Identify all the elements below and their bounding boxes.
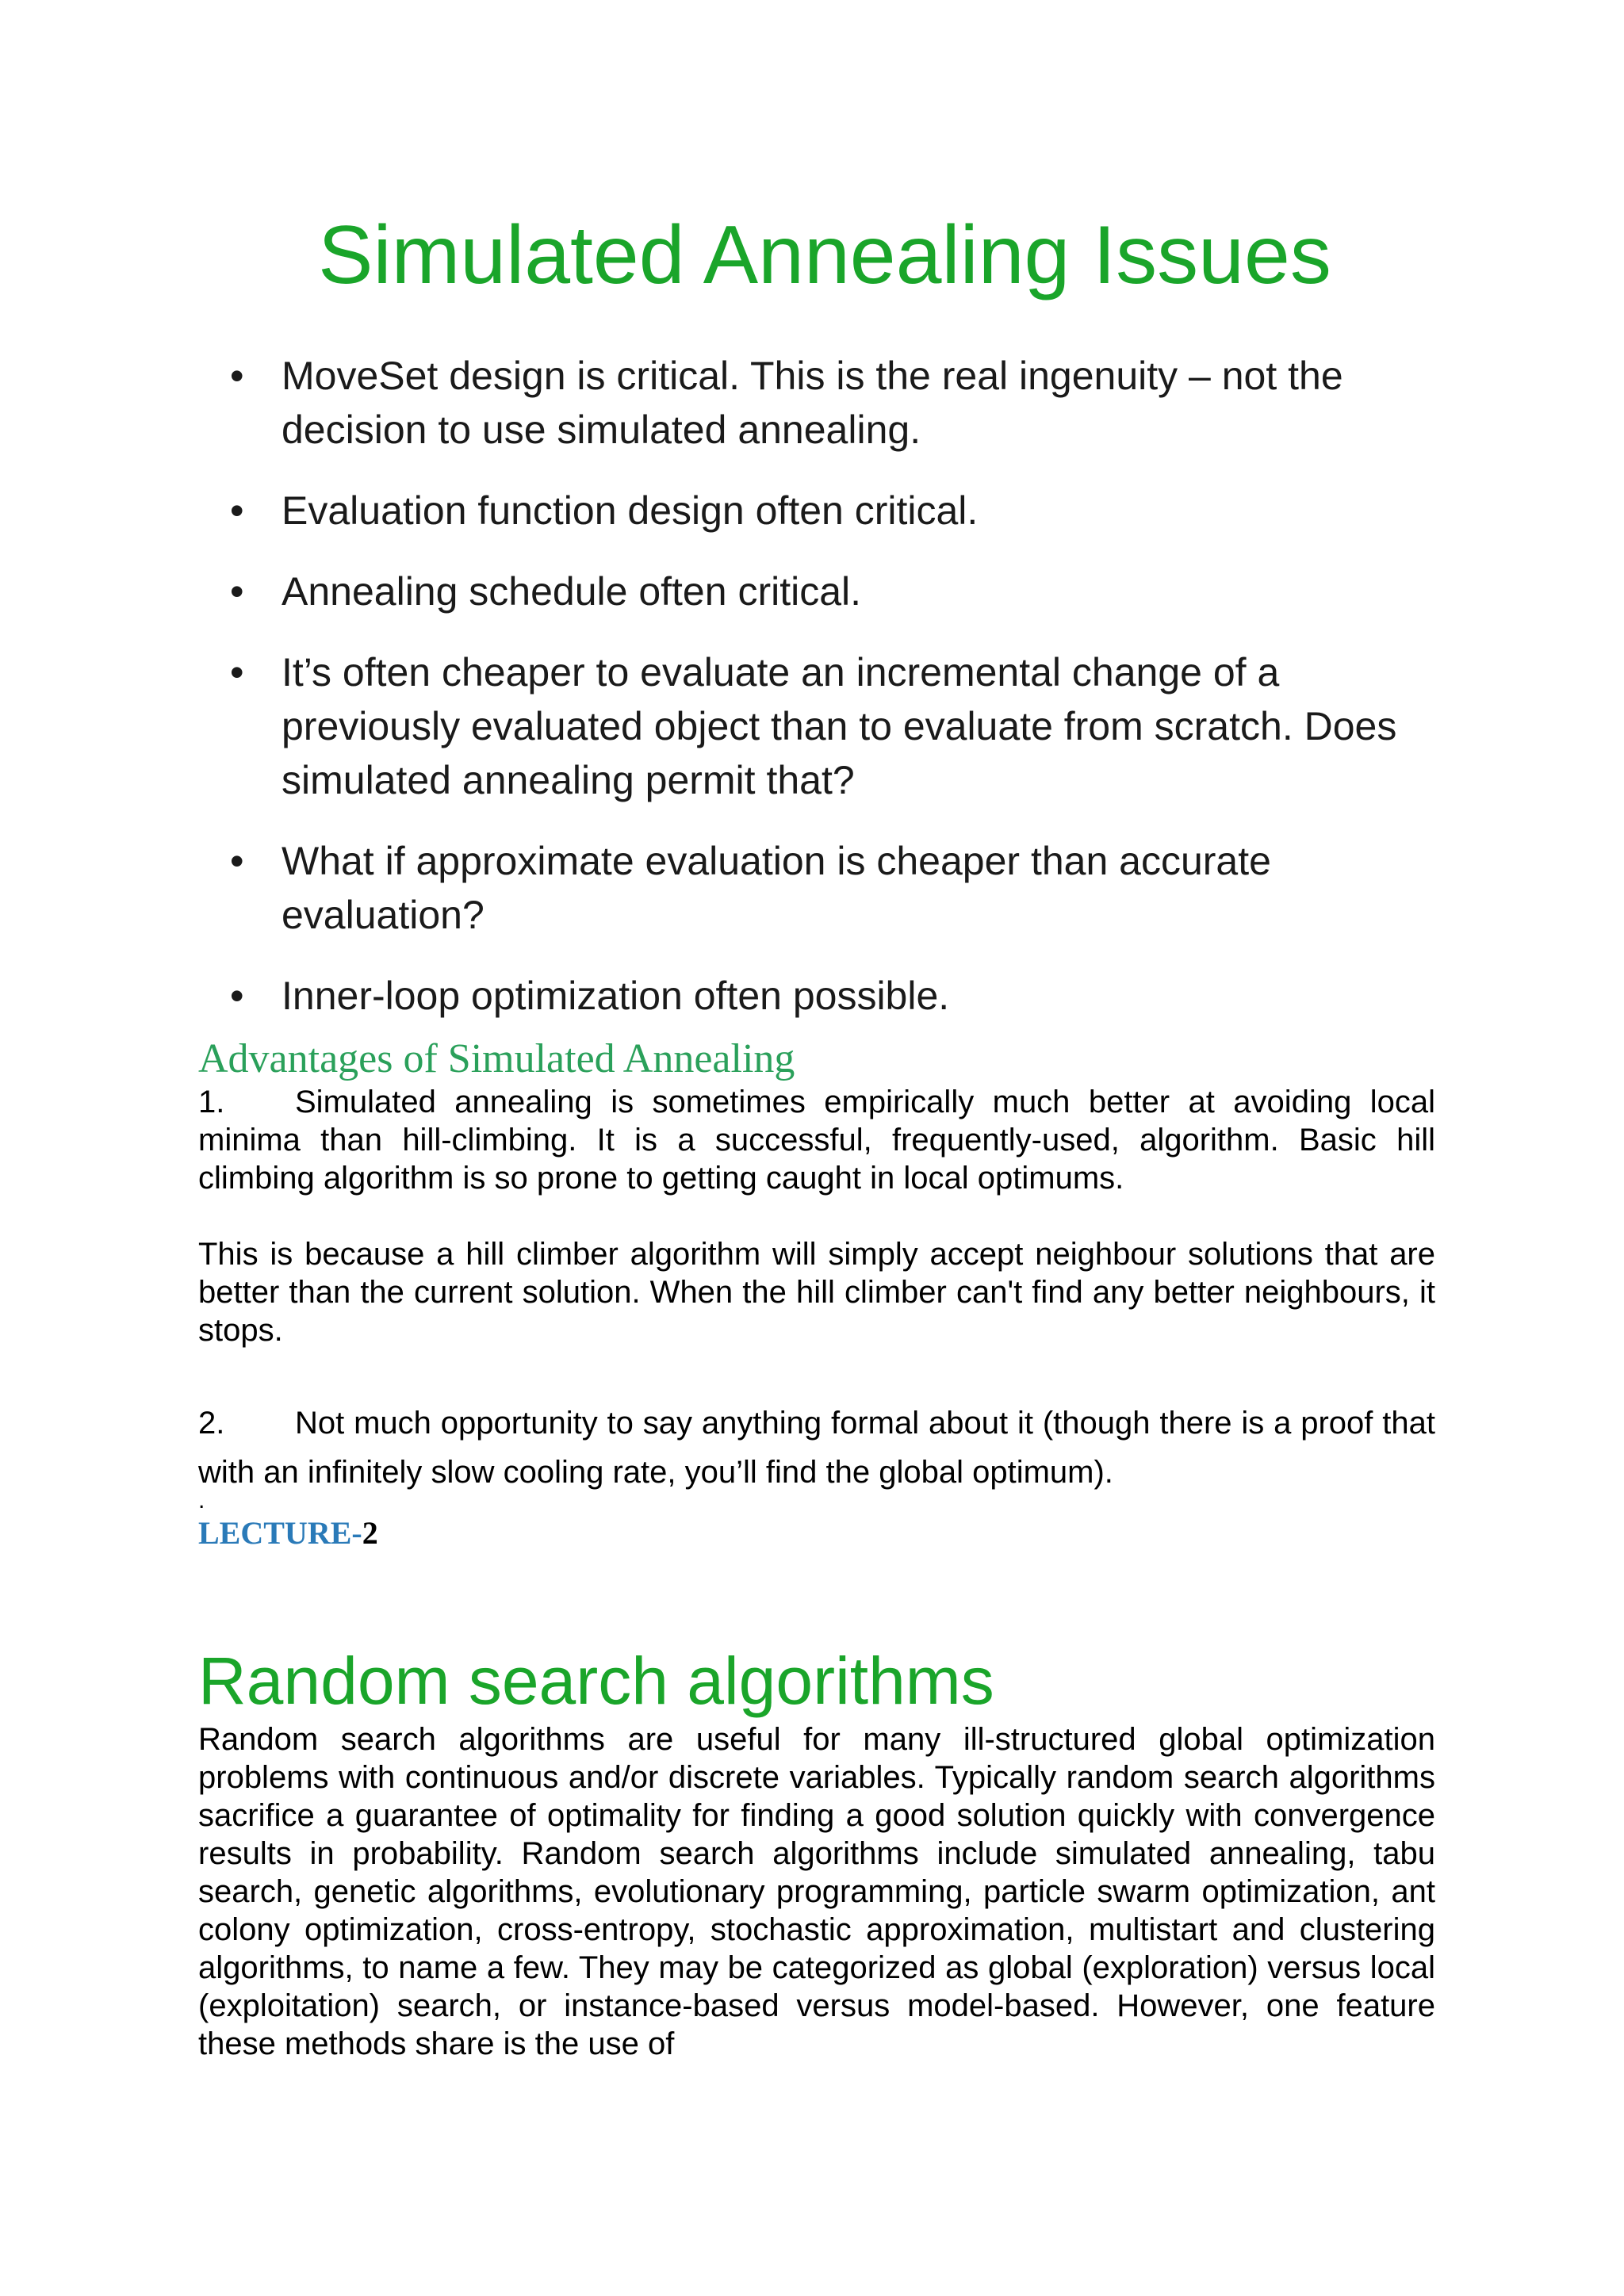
lecture-text: LECTURE-	[198, 1515, 362, 1551]
bullet-text: Annealing schedule often critical.	[282, 569, 862, 614]
advantage-item-2	[198, 1399, 1435, 1497]
bullet-glyph: •	[230, 650, 244, 695]
random-search-heading: Random search algorithms	[198, 1644, 994, 1718]
advantage-item-1	[198, 1083, 1435, 1197]
bullet-text: It’s often cheaper to evaluate an incremental change of a previously evaluated object than to evaluate from scratch. Does simulated annealing permit that?	[282, 650, 1397, 802]
bullet-item	[230, 645, 1467, 807]
bullet-glyph: •	[230, 354, 244, 398]
bullet-glyph: •	[230, 569, 244, 614]
bullet-item	[230, 564, 1467, 618]
advantage-paragraph: This is because a hill climber algorithm will simply accept neighbour solutions that are better than the current solution. When the hill climber can't find any better neighbours, it stops.	[198, 1237, 1435, 1348]
bullet-text: What if approximate evaluation is cheaper than accurate evaluation?	[282, 839, 1271, 937]
random-search-paragraph: Random search algorithms are useful for many ill-structured global optimization problems with continuous and/or discrete variables. Typically random search algorithms sacrifice a guarantee of optimality for finding a good solution quickly with convergence results in probability. Random search algorithms include simulated annealing, tabu search, genetic algorithms, evolutionary programming, particle swarm optimization, ant colony optimization, cross-entropy, stochastic approximation, multistart and clustering algorithms, to name a few. They may be categorized as global (exploration) versus local (exploitation) search, or instance-based versus model-based. However, one feature these methods share is the use of	[198, 1722, 1435, 2061]
bullet-glyph: •	[230, 839, 244, 883]
slide-bullet-list	[230, 349, 1467, 1050]
trailing-dot: .	[198, 1487, 205, 1513]
bullet-text: MoveSet design is critical. This is the real ingenuity – not the decision to use simulated annealing.	[282, 354, 1343, 452]
bullet-item	[230, 969, 1467, 1023]
item-number: 1.	[198, 1085, 225, 1119]
bullet-item	[230, 349, 1467, 457]
advantages-heading: Advantages of Simulated Annealing	[198, 1036, 795, 1081]
lecture-label	[198, 1514, 378, 1552]
lecture-number: 2	[362, 1515, 378, 1551]
item-text: Simulated annealing is sometimes empirically much better at avoiding local minima than hill-climbing. It is a successful, frequently-used, algorithm. Basic hill climbing algorithm is so prone to getting caught in local optimums.	[198, 1085, 1435, 1196]
bullet-text: Inner-loop optimization often possible.	[282, 974, 950, 1018]
bullet-item	[230, 484, 1467, 538]
item-text: Not much opportunity to say anything formal about it (though there is a proof that with an infinitely slow cooling rate, you’ll find the global optimum).	[198, 1406, 1435, 1490]
bullet-item	[230, 834, 1467, 942]
slide-title: Simulated Annealing Issues	[318, 209, 1331, 301]
bullet-glyph: •	[230, 974, 244, 1018]
bullet-text: Evaluation function design often critical.	[282, 488, 979, 533]
bullet-glyph: •	[230, 488, 244, 533]
item-number: 2.	[198, 1406, 225, 1441]
